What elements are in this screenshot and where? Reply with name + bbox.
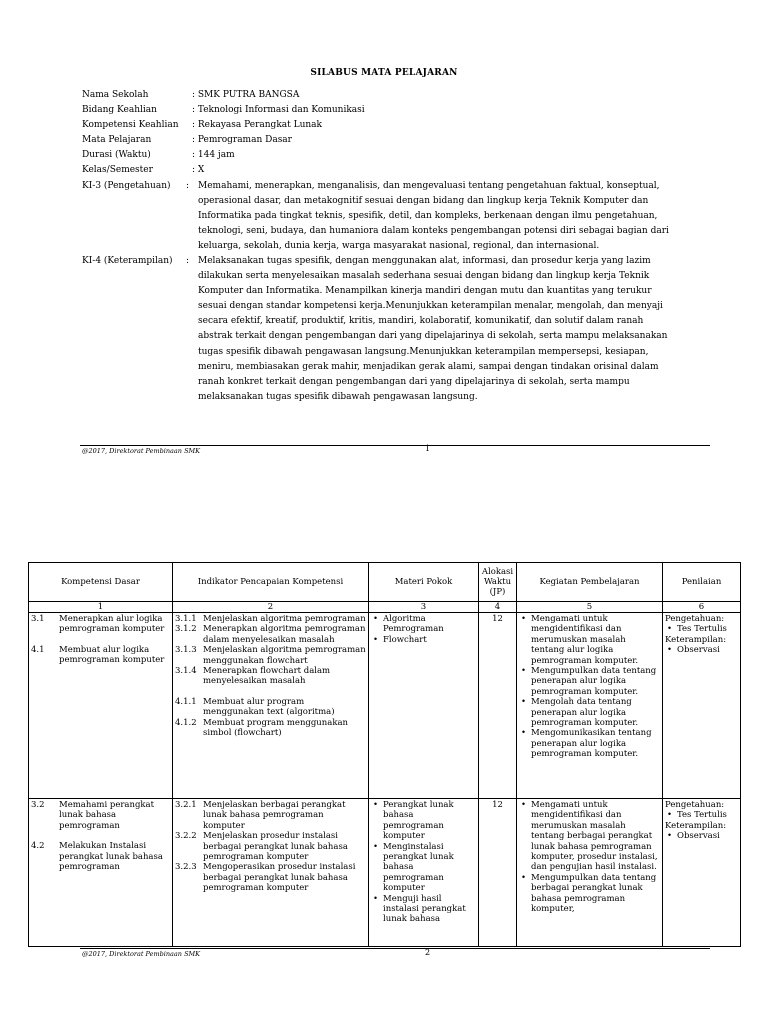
penilaian-cell	[663, 613, 741, 799]
indikator-item	[175, 831, 366, 862]
kompetensi-dasar-cell	[29, 613, 173, 799]
indikator-item	[175, 614, 366, 624]
footer-text: @2017, Direktorat Pembinaan SMK	[82, 950, 201, 958]
indikator-number: 3.1.1	[175, 614, 197, 624]
kegiatan-item: • Mengolah data tentang penerapan alur logika pemrograman komputer.	[519, 697, 660, 728]
indikator-number: 3.2.2	[175, 831, 197, 842]
ki3-text	[198, 179, 718, 254]
jp-value: 12	[492, 800, 503, 810]
indikator-number: 3.2.1	[175, 800, 197, 810]
materi-item: • Algoritma Pemrograman	[371, 614, 476, 635]
indikator-number: 3.1.2	[175, 624, 197, 635]
column-number: 4	[479, 602, 517, 613]
indikator-number: 3.1.4	[175, 666, 197, 677]
kegiatan-item: • Mengumpulkan data tentang berbagai perangkat lunak bahasa pemrograman komputer,	[519, 873, 660, 915]
identity-value: : Rekayasa Perangkat Lunak	[192, 120, 322, 130]
column-number: 3	[369, 602, 479, 613]
kd-text: Menerapkan alur logika pemrograman komputer	[59, 614, 165, 635]
indikator-text: Menjelaskan algoritma pemrograman	[203, 614, 366, 624]
penilaian-item: • Tes Tertulis	[665, 624, 738, 634]
header-materi-pokok: Materi Pokok	[369, 563, 479, 602]
kegiatan-item: • Mengamati untuk mengidentifikasi dan merumuskan masalah tentang berbagai perangkat lunak bahasa pemrograman komputer, prosedur instalasi, dan pengujian hasil instalasi.	[519, 800, 660, 873]
identity-label: Durasi (Waktu)	[82, 150, 151, 160]
indikator-number: 3.1.3	[175, 645, 197, 656]
jp-value: 12	[492, 614, 503, 624]
header-alokasi-line: (JP)	[489, 587, 506, 597]
penilaian-item: • Observasi	[665, 645, 738, 655]
indikator-cell	[173, 799, 369, 947]
page-number: 1	[425, 444, 431, 453]
identity-label: Nama Sekolah	[82, 90, 149, 100]
header-alokasi-waktu	[479, 563, 517, 602]
page-number: 2	[425, 948, 431, 957]
indikator-item	[175, 697, 366, 718]
ki3-label: KI-3 (Pengetahuan)	[82, 181, 171, 191]
penilaian-pengetahuan-label: Pengetahuan:	[665, 614, 725, 624]
spacer	[31, 831, 170, 841]
identity-label: Kelas/Semester	[82, 165, 153, 175]
penilaian-cell	[663, 799, 741, 947]
penilaian-keterampilan-label: Keterampilan:	[665, 634, 727, 645]
indikator-item	[175, 666, 366, 687]
header-indikator: Indikator Pencapaian Kompetensi	[173, 563, 369, 602]
page-1	[0, 0, 768, 470]
ki4-label: KI-4 (Keterampilan)	[82, 256, 173, 266]
alokasi-waktu-cell	[479, 613, 517, 799]
identity-label: Bidang Keahlian	[82, 105, 157, 115]
indikator-text: Membuat program menggunakan simbol (flowchart)	[203, 717, 349, 739]
indikator-item	[175, 624, 366, 645]
indikator-number: 4.1.2	[175, 717, 197, 728]
column-number: 1	[29, 602, 173, 613]
indikator-item	[175, 800, 366, 831]
footer-rule	[80, 948, 710, 949]
ki3-line: Informatika pada tingkat teknis, spesifik, detil, dan kompleks, berkenaan dengan ilmu pengetahuan,	[198, 211, 658, 222]
ki4-line: meniru, membiasakan gerak mahir, menjadikan gerak alami, sampai dengan tindakan orisinal dalam	[198, 361, 659, 372]
identity-value: : X	[192, 165, 205, 175]
kd-text: Memahami perangkat lunak bahasa pemrograman	[59, 800, 155, 831]
table-row	[29, 799, 741, 947]
indikator-number: 4.1.1	[175, 696, 197, 707]
ki4-line: ranah konkret terkait dengan pengembangan dari yang dipelajarinya di sekolah, serta mampu	[198, 376, 630, 387]
ki3-line: keluarga, sekolah, dunia kerja, warga masyarakat nasional, regional, dan internasional.	[198, 241, 600, 252]
alokasi-waktu-cell	[479, 799, 517, 947]
kegiatan-cell	[517, 613, 663, 799]
kd-number: 4.1	[31, 644, 45, 655]
indikator-text: Menerapkan flowchart dalam menyelesaikan masalah	[203, 666, 331, 687]
kd-item	[31, 614, 170, 635]
identity-value: : Pemrograman Dasar	[192, 135, 292, 145]
kegiatan-cell	[517, 799, 663, 947]
indikator-text: Membuat alur program menggunakan text (algoritma)	[203, 696, 335, 718]
identity-value: : 144 jam	[192, 150, 235, 160]
indikator-text: Menjelaskan prosedur instalasi berbagai perangkat lunak bahasa pemrograman komputer	[203, 831, 348, 863]
materi-item: • Perangkat lunak bahasa pemrograman komputer	[371, 800, 476, 842]
header-alokasi-line: Waktu	[483, 577, 512, 587]
identity-value: : Teknologi Informasi dan Komunikasi	[192, 105, 365, 115]
document-title: SILABUS MATA PELAJARAN	[310, 68, 458, 78]
ki4-line: abstrak terkait dengan pengembangan dari yang dipelajarinya di sekolah, serta mampu melaksanakan	[198, 331, 668, 342]
spacer	[31, 635, 170, 645]
penilaian-item: • Observasi	[665, 831, 738, 841]
page-2	[0, 530, 768, 1024]
ki3-line: teknologi, seni, budaya, dan humaniora dalam konteks pengembangan potensi diri sebagai bagian dari	[198, 226, 669, 237]
kegiatan-item: • Mengumpulkan data tentang penerapan alur logika pemrograman komputer.	[519, 666, 660, 697]
kd-number: 4.2	[31, 841, 45, 852]
materi-pokok-cell	[369, 799, 479, 947]
materi-item: • Flowchart	[371, 635, 476, 645]
ki3-line: operasional dasar, dan metakognitif sesuai dengan bidang dan lingkup kerja Teknik Komputer dan	[198, 196, 649, 207]
materi-item: • Menginstalasi perangkat lunak bahasa pemrograman komputer	[371, 842, 476, 894]
indikator-text: Menerapkan algoritma pemrograman dalam menyelesaikan masalah	[203, 624, 366, 645]
materi-item: • Menguji hasil instalasi perangkat lunak bahasa	[371, 894, 476, 925]
penilaian-keterampilan-label: Keterampilan:	[665, 820, 727, 831]
indikator-item	[175, 718, 366, 739]
materi-pokok-cell	[369, 613, 479, 799]
penilaian-pengetahuan-label: Pengetahuan:	[665, 800, 725, 810]
column-number-row	[29, 602, 741, 613]
kegiatan-item: • Mengamati untuk mengidentifikasi dan merumuskan masalah tentang alur logika pemrograman komputer.	[519, 614, 660, 666]
ki4-line: sesuai dengan standar kompetensi kerja.Menunjukkan keterampilan menalar, mengolah, dan menyaji	[198, 301, 663, 312]
indikator-item	[175, 862, 366, 893]
column-number: 5	[517, 602, 663, 613]
table-row	[29, 613, 741, 799]
ki4-line: dilakukan serta menyelesaikan masalah sederhana sesuai dengan bidang dan lingkup kerja Teknik	[198, 271, 650, 282]
ki4-separator: :	[186, 256, 190, 266]
indikator-text: Menjelaskan algoritma pemrograman menggunakan flowchart	[203, 645, 366, 666]
kd-item	[31, 645, 170, 666]
ki4-text	[198, 254, 718, 405]
kd-item	[31, 800, 170, 831]
penilaian-item: • Tes Tertulis	[665, 810, 738, 820]
ki4-line: secara efektif, kreatif, produktif, kritis, mandiri, kolaboratif, komunikatif, dan solutif dalam ranah	[198, 316, 644, 327]
identity-label: Mata Pelajaran	[82, 135, 152, 145]
ki3-separator: :	[186, 181, 190, 191]
identity-value: : SMK PUTRA BANGSA	[192, 90, 300, 100]
ki4-line: Melaksanakan tugas spesifik, dengan menggunakan alat, informasi, dan prosedur kerja yang lazim	[198, 256, 651, 266]
indikator-item	[175, 645, 366, 666]
kegiatan-item: • Mengomunikasikan tentang penerapan alur logika pemrograman komputer.	[519, 728, 660, 759]
footer-rule	[80, 445, 710, 446]
kompetensi-dasar-cell	[29, 799, 173, 947]
indikator-text: Menjelaskan berbagai perangkat lunak bahasa pemrograman komputer	[203, 800, 346, 831]
syllabus-table	[28, 562, 741, 947]
kd-number: 3.1	[31, 614, 45, 624]
kd-text: Membuat alur logika pemrograman komputer	[59, 644, 165, 666]
spacer	[175, 687, 366, 697]
header-kompetensi-dasar: Kompetensi Dasar	[29, 563, 173, 602]
indikator-text: Mengoperasikan prosedur instalasi berbagai perangkat lunak bahasa pemrograman komputer	[203, 862, 356, 894]
column-number: 6	[663, 602, 741, 613]
ki4-line: melaksanakan tugas spesifik dibawah pengawasan langsung.	[198, 391, 478, 402]
kd-item	[31, 841, 170, 872]
ki4-line: Komputer dan Informatika. Menampilkan kinerja mandiri dengan mutu dan kuantitas yang terukur	[198, 286, 652, 297]
footer-text: @2017, Direktorat Pembinaan SMK	[82, 447, 201, 455]
indikator-cell	[173, 613, 369, 799]
header-penilaian: Penilaian	[663, 563, 741, 602]
column-number: 2	[173, 602, 369, 613]
identity-label: Kompetensi Keahlian	[82, 120, 179, 130]
ki4-line: tugas spesifik dibawah pengawasan langsung.Menunjukkan keterampilan mempersepsi, kesiapan,	[198, 346, 649, 357]
header-kegiatan: Kegiatan Pembelajaran	[517, 563, 663, 602]
table-header-row	[29, 563, 741, 602]
indikator-number: 3.2.3	[175, 862, 197, 873]
header-alokasi-line: Alokasi	[481, 567, 514, 577]
kd-text: Melakukan Instalasi perangkat lunak bahasa pemrograman	[59, 841, 163, 873]
ki3-line: Memahami, menerapkan, menganalisis, dan mengevaluasi tentang pengetahuan faktual, konseptual,	[198, 181, 660, 191]
kd-number: 3.2	[31, 800, 45, 810]
